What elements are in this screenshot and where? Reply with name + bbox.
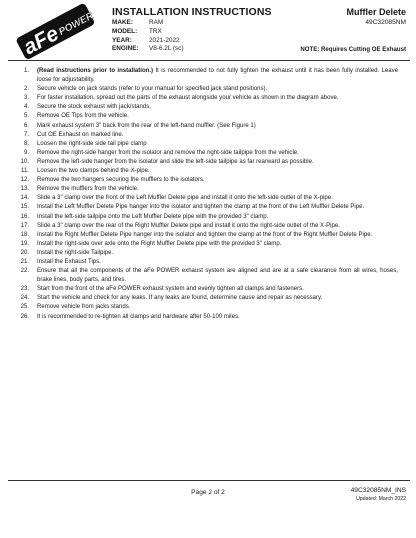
step-item <box>14 303 398 312</box>
step-body: Remove OE Tips from the vehicle. <box>37 113 129 120</box>
spec-make <box>112 19 184 28</box>
step-text <box>37 194 398 203</box>
step-body: Remove the right-side hanger from the isolator and remove the right-side tailpipe from the vehicle. <box>37 149 299 156</box>
step-body: Loosen the right-side side tail pipe clamp <box>37 140 147 147</box>
step-item <box>14 313 398 322</box>
spec-value: TRX <box>149 27 162 35</box>
spec-label: MODEL: <box>112 27 138 35</box>
step-number: 7. <box>23 131 29 138</box>
step-number: 3. <box>23 95 29 102</box>
step-body: Remove vehicle from jacks stands. <box>37 304 131 311</box>
step-body: Install the left-side tailpipe onto the Left Muffler Delete pipe with the provided 3" clamp. <box>37 213 269 220</box>
step-item <box>14 185 398 194</box>
step-text <box>37 112 398 121</box>
step-item <box>14 140 398 149</box>
step-number: 11. <box>21 168 29 175</box>
step-text <box>37 140 398 149</box>
step-number: 21. <box>20 258 29 265</box>
step-text <box>37 94 398 103</box>
step-number: 17. <box>20 222 29 229</box>
header-divider <box>8 60 410 61</box>
step-body: Install the right-side over axle onto the Right Muffler Delete pipe with the provided 3" clamp. <box>37 240 282 247</box>
step-body: Install the Right Muffler Delete Pipe hanger into the isolator and tighten the clamp at the front of the Right Muffler Delete Pipe. <box>37 231 373 238</box>
step-item <box>14 240 398 249</box>
step-number: 5. <box>23 113 29 120</box>
step-item <box>14 167 398 176</box>
step-text <box>37 231 398 240</box>
step-body: Install the Left Muffler Delete Pipe hanger into the isolator and tighten the clamp at the front of the Left Muffler Delete Pipe. <box>37 204 365 211</box>
step-item <box>14 103 398 112</box>
step-number: 20. <box>20 249 29 256</box>
step-item <box>14 249 398 258</box>
step-body: Secure vehicle on jack stands (refer to your manual for specified jack stand positions). <box>37 86 268 93</box>
step-item <box>14 194 398 203</box>
step-number: 2. <box>23 86 29 93</box>
step-item <box>14 85 398 94</box>
step-body: Mark exhaust system 3" back from the rear of the left-hand muffler. (See Figure 1) <box>37 122 256 129</box>
step-text <box>37 240 398 249</box>
step-number: 26. <box>20 313 29 320</box>
step-item <box>14 267 398 285</box>
step-text <box>37 167 398 176</box>
vehicle-specs <box>112 19 184 54</box>
step-number: 13. <box>20 186 29 193</box>
step-item <box>14 158 398 167</box>
step-number: 12. <box>20 177 29 184</box>
step-text <box>37 267 398 285</box>
step-text <box>37 294 398 303</box>
step-text <box>37 203 398 212</box>
step-emphasis: (Read instructions prior to installation.) <box>37 68 154 74</box>
step-body: It is recommended to not fully tighten the exhaust until it has been fully installed. Leave loose for adjustability. <box>37 68 399 84</box>
step-body: Remove the left-side hanger from the isolator and slide the left-side tailpipe as far rearward as possible. <box>37 158 314 165</box>
step-body: Start the vehicle and check for any leaks. If any leaks are found, determine cause and repair as necessary. <box>37 295 323 302</box>
step-number: 15. <box>20 204 29 211</box>
spec-value: V8-6.2L (sc) <box>149 45 184 53</box>
step-item <box>14 258 398 267</box>
step-item <box>14 203 398 212</box>
instruction-steps <box>14 67 398 322</box>
step-text <box>37 131 398 140</box>
step-text <box>37 67 398 85</box>
step-body: Slide a 3" clamp over the rear of the Right Muffler Delete pipe and install it onto the right-side outlet of the X-Pipe. <box>37 222 340 229</box>
step-item <box>14 222 398 231</box>
step-item <box>14 149 398 158</box>
step-item <box>14 67 398 85</box>
step-item <box>14 285 398 294</box>
step-body: Cut OE Exhaust on marked line. <box>37 131 124 138</box>
updated-date: Updated: March 2022 <box>356 496 406 502</box>
spec-model <box>112 28 184 37</box>
step-number: 1. <box>23 68 29 74</box>
product-name: Muffler Delete <box>346 7 406 17</box>
footer-divider <box>8 480 410 481</box>
svg-text:POWER: POWER <box>57 10 96 38</box>
step-number: 6. <box>23 122 29 129</box>
step-text <box>37 313 398 322</box>
step-item <box>14 213 398 222</box>
step-body: Remove the mufflers from the vehicle. <box>37 186 139 193</box>
spec-value: RAM <box>149 19 164 26</box>
step-body: Ensure that all the components of the aFe POWER exhaust system are aligned and are at a safe clearance from all wires, hoses, brake lines, body parts, and tires. <box>37 268 398 284</box>
step-text <box>37 303 398 312</box>
spec-label: ENGINE: <box>112 45 139 53</box>
step-body: It is recommended to re-tighten all clamps and hardware after 50-100 miles. <box>37 313 240 320</box>
step-text <box>37 85 398 94</box>
spec-label: MAKE: <box>112 19 133 26</box>
step-body: Secure the stock exhaust with jack/stands. <box>37 104 151 111</box>
spec-year <box>112 37 184 46</box>
step-number: 9. <box>23 149 29 156</box>
step-text <box>37 258 398 267</box>
step-item <box>14 176 398 185</box>
step-number: 25. <box>20 304 29 311</box>
step-number: 18. <box>20 231 29 238</box>
step-number: 4. <box>23 104 29 111</box>
step-body: Install the Exhaust Tips. <box>37 258 101 265</box>
step-text <box>37 249 398 258</box>
step-text <box>37 285 398 294</box>
step-number: 16. <box>20 213 29 220</box>
step-body: For faster installation, spread out the parts of the exhaust alongside your vehicle as shown in the diagram above. <box>37 95 339 102</box>
step-number: 22. <box>20 268 29 275</box>
step-number: 14. <box>20 195 29 202</box>
step-item <box>14 94 398 103</box>
step-item <box>14 294 398 303</box>
step-text <box>37 185 398 194</box>
step-text <box>37 103 398 112</box>
page-number: Page 2 of 2 <box>191 489 225 496</box>
step-body: Install the right-side Tailpipe. <box>37 249 114 256</box>
step-item <box>14 231 398 240</box>
spec-value: 2021-2022 <box>149 36 180 44</box>
part-number: 49C32085NM <box>365 19 406 26</box>
step-text <box>37 149 398 158</box>
step-text <box>37 222 398 231</box>
step-number: 10. <box>20 158 29 165</box>
header <box>0 0 416 62</box>
step-body: Remove the two hangers securing the mufflers to the isolators. <box>37 177 205 184</box>
step-text <box>37 213 398 222</box>
spec-engine <box>112 45 184 54</box>
step-number: 8. <box>23 140 29 147</box>
step-item <box>14 112 398 121</box>
step-item <box>14 131 398 140</box>
step-text <box>37 176 398 185</box>
step-body: Loosen the two clamps behind the X-pipe. <box>37 168 150 175</box>
step-body: Slide a 3" clamp over the front of the Left Muffler Delete pipe and install it onto the left-side outlet of the X-pipe. <box>37 195 333 202</box>
svg-text:aFe: aFe <box>19 22 63 59</box>
step-number: 24. <box>20 295 29 302</box>
step-text <box>37 158 398 167</box>
step-number: 19. <box>20 240 29 247</box>
document-title: INSTALLATION INSTRUCTIONS <box>112 6 272 18</box>
step-text <box>37 122 398 131</box>
step-body: Start from the front of the aFe POWER exhaust system and evenly tighten all clamps and fasteners. <box>37 286 304 293</box>
cutting-note: NOTE: Requires Cutting OE Exhaust <box>300 46 406 53</box>
afe-power-logo <box>6 3 102 59</box>
step-item <box>14 122 398 131</box>
document-id: 49C32085NM_INS <box>350 487 406 494</box>
spec-label: YEAR: <box>112 36 132 44</box>
step-number: 23. <box>20 286 29 293</box>
